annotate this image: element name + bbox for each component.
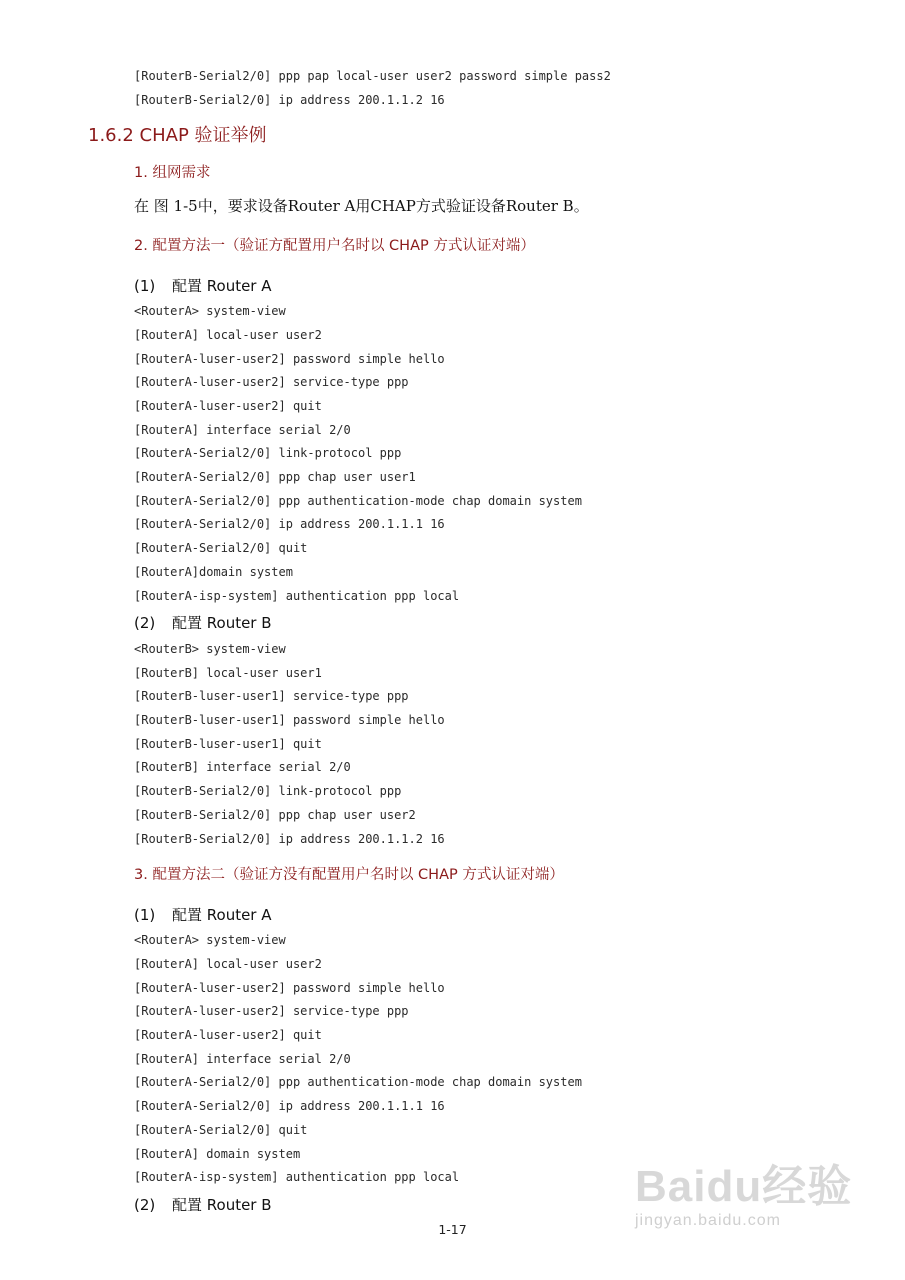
step-config-router-a-2	[134, 906, 272, 924]
code-line: [RouterA]domain system	[134, 565, 293, 579]
code-line: [RouterA] interface serial 2/0	[134, 1052, 351, 1066]
page-number: 1-17	[438, 1222, 467, 1237]
code-line: [RouterA-luser-user2] quit	[134, 399, 322, 413]
code-line: [RouterA-Serial2/0] quit	[134, 1123, 308, 1137]
step-label: 配置 Router B	[172, 1196, 272, 1214]
code-line: [RouterB-Serial2/0] ip address 200.1.1.2 16	[134, 93, 445, 107]
step-config-router-a	[134, 277, 272, 295]
code-line: [RouterB-Serial2/0] ppp pap local-user user2 password simple pass2	[134, 69, 611, 83]
subsection-title-method-two: 3. 配置方法二（验证方没有配置用户名时以 CHAP 方式认证对端）	[134, 867, 564, 883]
code-line: [RouterA-luser-user2] service-type ppp	[134, 1004, 409, 1018]
code-line: <RouterB> system-view	[134, 642, 286, 656]
code-line: [RouterB-luser-user1] service-type ppp	[134, 689, 409, 703]
code-line: [RouterB-Serial2/0] link-protocol ppp	[134, 784, 402, 798]
requirement-paragraph: 在 图 1-5中，要求设备Router A用CHAP方式验证设备Router B。	[134, 197, 589, 215]
step-label: 配置 Router B	[172, 614, 272, 632]
code-line: [RouterB] local-user user1	[134, 666, 322, 680]
step-config-router-b	[134, 614, 272, 632]
code-line: [RouterA-Serial2/0] ip address 200.1.1.1 16	[134, 517, 445, 531]
code-line: [RouterB-luser-user1] password simple hello	[134, 713, 445, 727]
step-number: (2)	[134, 614, 156, 632]
code-line: [RouterA-Serial2/0] link-protocol ppp	[134, 446, 402, 460]
code-line: [RouterA-luser-user2] password simple hello	[134, 981, 445, 995]
code-line: [RouterA-luser-user2] password simple hello	[134, 352, 445, 366]
code-line: [RouterA-luser-user2] quit	[134, 1028, 322, 1042]
step-number: (1)	[134, 277, 156, 295]
subsection-title-network: 1. 组网需求	[134, 165, 211, 181]
step-number: (2)	[134, 1196, 156, 1214]
code-line: [RouterA-isp-system] authentication ppp local	[134, 1170, 460, 1184]
section-title: 1.6.2 CHAP 验证举例	[88, 125, 267, 146]
code-line: [RouterA] domain system	[134, 1147, 301, 1161]
step-label: 配置 Router A	[172, 906, 272, 924]
code-line: [RouterA-Serial2/0] quit	[134, 541, 308, 555]
code-line: [RouterB-luser-user1] quit	[134, 737, 322, 751]
code-line: [RouterA-Serial2/0] ppp authentication-mode chap domain system	[134, 494, 582, 508]
code-line: [RouterA] local-user user2	[134, 328, 322, 342]
code-line: <RouterA> system-view	[134, 933, 286, 947]
code-line: [RouterA-luser-user2] service-type ppp	[134, 375, 409, 389]
subsection-title-method-one: 2. 配置方法一（验证方配置用户名时以 CHAP 方式认证对端）	[134, 238, 535, 254]
code-line: [RouterB-Serial2/0] ip address 200.1.1.2 16	[134, 832, 445, 846]
code-line: <RouterA> system-view	[134, 304, 286, 318]
watermark-logo: Baidu经验	[635, 1162, 853, 1211]
code-line: [RouterA] local-user user2	[134, 957, 322, 971]
step-number: (1)	[134, 906, 156, 924]
code-line: [RouterA-isp-system] authentication ppp local	[134, 589, 460, 603]
baidu-watermark	[635, 1150, 855, 1260]
step-label: 配置 Router A	[172, 277, 272, 295]
step-config-router-b-2	[134, 1196, 272, 1214]
code-line: [RouterA] interface serial 2/0	[134, 423, 351, 437]
code-line: [RouterA-Serial2/0] ip address 200.1.1.1 16	[134, 1099, 445, 1113]
code-line: [RouterA-Serial2/0] ppp chap user user1	[134, 470, 416, 484]
watermark-url: jingyan.baidu.com	[635, 1212, 781, 1229]
code-line: [RouterB-Serial2/0] ppp chap user user2	[134, 808, 416, 822]
code-line: [RouterB] interface serial 2/0	[134, 760, 351, 774]
code-line: [RouterA-Serial2/0] ppp authentication-mode chap domain system	[134, 1075, 582, 1089]
